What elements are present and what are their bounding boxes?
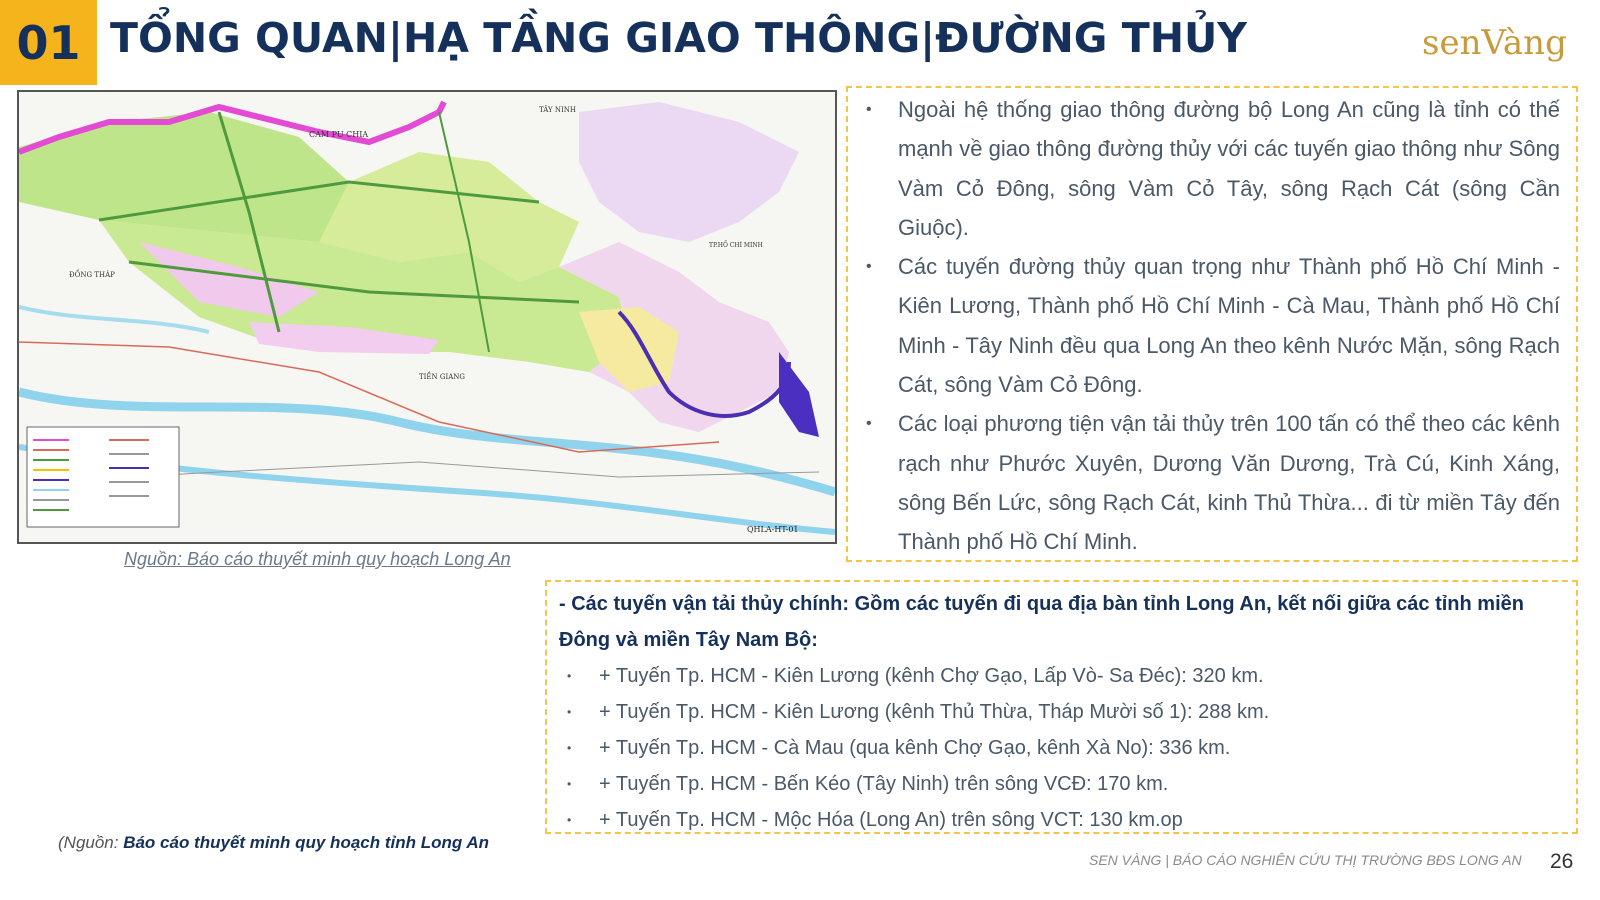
map-label-tiengiang: TIỀN GIANG [419, 373, 466, 381]
map-caption: Nguồn: Báo cáo thuyết minh quy hoạch Long An [124, 549, 511, 569]
map-label-dongthap: ĐỒNG THÁP [69, 271, 115, 279]
source-note [58, 833, 489, 853]
brand-logo [1418, 4, 1598, 74]
map-label-tayninh: TÂY NINH [539, 106, 577, 114]
footer-text: SEN VÀNG | BÁO CÁO NGHIÊN CỨU THỊ TRƯỜNG BĐS LONG AN [1089, 852, 1522, 868]
route-item: • + Tuyến Tp. HCM - Bến Kéo (Tây Ninh) trên sông VCĐ: 170 km. [559, 766, 1562, 802]
info-bullet: • Các tuyến đường thủy quan trọng như Thành phố Hồ Chí Minh - Kiên Lương, Thành phố Hồ Chí Minh - Cà Mau, Thành phố Hồ Chí Minh - Tây Ninh đều qua Long An theo kênh Nước Mặn, sông Rạch Cát, sông Vàm Cỏ Đông. [848, 247, 1560, 404]
map-graphic [19, 92, 835, 542]
map-label-campuchia: CAM PU CHIA [309, 130, 369, 139]
map-code: QHLA-HT-01 [747, 525, 799, 534]
source-prefix: (Nguồn: [58, 833, 124, 852]
page-title: TỔNG QUAN|HẠ TẦNG GIAO THÔNG|ĐƯỜNG THỦY [110, 14, 1247, 62]
info-list [848, 88, 1576, 562]
route-item: • + Tuyến Tp. HCM - Mộc Hóa (Long An) trên sông VCT: 130 km.op [559, 802, 1562, 838]
page-number: 26 [1550, 850, 1574, 873]
planning-map [17, 90, 837, 544]
info-bullet: • Các loại phương tiện vận tải thủy trên 100 tấn có thể theo các kênh rạch như Phước Xuyên, Dương Văn Dương, Trà Cú, Kinh Xáng, sông Bến Lức, sông Rạch Cát, kinh Thủ Thừa... đi từ miền Tây đến Thành phố Hồ Chí Minh. [848, 404, 1560, 561]
info-box [846, 86, 1578, 562]
routes-list [559, 658, 1562, 838]
brand-logo-text: senVàng [1422, 23, 1567, 63]
routes-heading: - Các tuyến vận tải thủy chính: Gồm các tuyến đi qua địa bàn tỉnh Long An, kết nối giữa các tỉnh miền Đông và miền Tây Nam Bộ: [559, 593, 1524, 651]
map-label-hcm: TP.HỒ CHÍ MINH [709, 242, 763, 249]
info-bullet: • Ngoài hệ thống giao thông đường bộ Long An cũng là tỉnh có thế mạnh về giao thông đường thủy với các tuyến giao thông như Sông Vàm Cỏ Đông, sông Vàm Cỏ Tây, sông Rạch Cát (sông Cần Giuộc). [848, 90, 1560, 247]
source-text: Báo cáo thuyết minh quy hoạch tỉnh Long An [123, 833, 490, 852]
routes-box [545, 580, 1578, 834]
route-item: • + Tuyến Tp. HCM - Kiên Lương (kênh Chợ Gạo, Lấp Vò- Sa Đéc): 320 km. [559, 658, 1562, 694]
map-legend [27, 427, 179, 527]
route-item: • + Tuyến Tp. HCM - Cà Mau (qua kênh Chợ Gạo, kênh Xà No): 336 km. [559, 730, 1562, 766]
route-item: • + Tuyến Tp. HCM - Kiên Lương (kênh Thủ Thừa, Tháp Mười số 1): 288 km. [559, 694, 1562, 730]
section-number: 01 [0, 0, 97, 85]
